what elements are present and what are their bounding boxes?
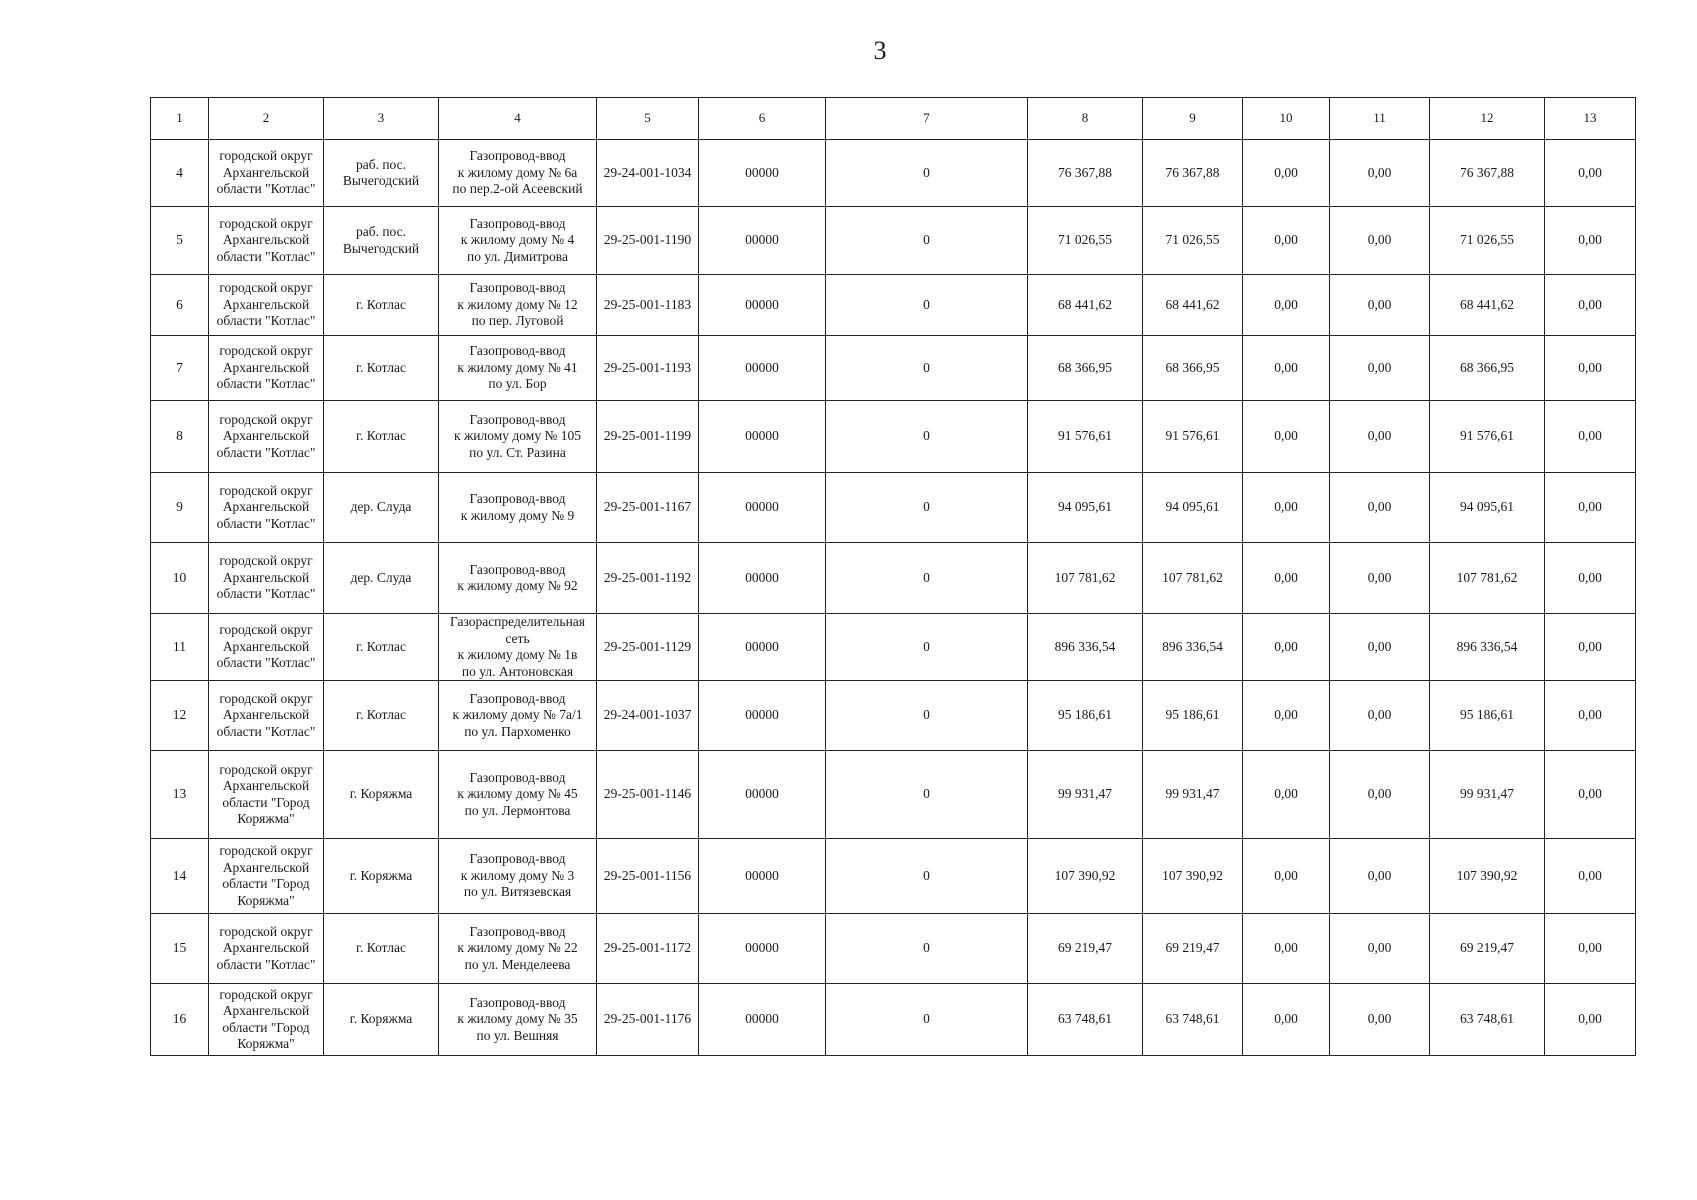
- column-9-cell: 107 781,62: [1143, 543, 1243, 614]
- column-11-cell: 0,00: [1330, 473, 1430, 543]
- column-10-cell: 0,00: [1243, 614, 1330, 681]
- column-13-cell: 0,00: [1545, 914, 1636, 984]
- locality-cell-line: Вычегодский: [342, 240, 420, 256]
- column-13-cell: 0,00: [1545, 984, 1636, 1056]
- table-row: [151, 681, 1636, 751]
- object-name-cell-line: по ул. Менделеева: [464, 956, 571, 972]
- column-header: 13: [1545, 98, 1636, 140]
- owner-cell-line: области "Котлас": [216, 313, 316, 329]
- object-name-cell-line: Газопровод-ввод: [469, 411, 566, 427]
- column-8-cell: 68 366,95: [1028, 336, 1143, 401]
- column-12-cell: 896 336,54: [1430, 614, 1545, 681]
- owner-cell-line: области "Котлас": [216, 444, 316, 460]
- cadastral-code-cell: 29-24-001-1034: [597, 140, 699, 207]
- row-number-cell: 16: [151, 984, 209, 1056]
- column-6-cell: 00000: [699, 681, 826, 751]
- column-header: 2: [209, 98, 324, 140]
- column-7-cell: 0: [826, 839, 1028, 914]
- column-6-cell: 00000: [699, 473, 826, 543]
- owner-cell-line: Архангельской: [222, 638, 310, 654]
- column-9-cell: 99 931,47: [1143, 751, 1243, 839]
- owner-cell: [209, 207, 324, 275]
- object-name-cell-line: к жилому дому № 1в: [457, 647, 578, 662]
- row-number-cell: 9: [151, 473, 209, 543]
- owner-cell-line: Архангельской: [222, 428, 310, 444]
- column-12-cell: 68 366,95: [1430, 336, 1545, 401]
- table-row: [151, 543, 1636, 614]
- column-7-cell: 0: [826, 336, 1028, 401]
- owner-cell: [209, 401, 324, 473]
- locality-cell: [324, 984, 439, 1056]
- object-name-cell-line: Газопровод-ввод: [469, 769, 566, 785]
- column-13-cell: 0,00: [1545, 839, 1636, 914]
- column-12-cell: 94 095,61: [1430, 473, 1545, 543]
- table-row: [151, 984, 1636, 1056]
- object-name-cell-line: к жилому дому № 3: [460, 867, 575, 883]
- locality-cell-line: раб. пос.: [355, 156, 407, 172]
- table-body: [151, 140, 1636, 1056]
- column-6-cell: 00000: [699, 275, 826, 336]
- owner-cell-line: городской округ: [219, 843, 313, 858]
- row-number-cell: 10: [151, 543, 209, 614]
- locality-cell: [324, 839, 439, 914]
- owner-cell-line: городской округ: [219, 923, 313, 939]
- column-7-cell: 0: [826, 401, 1028, 473]
- table-row: [151, 275, 1636, 336]
- column-13-cell: 0,00: [1545, 336, 1636, 401]
- object-name-cell-line: по ул. Ст. Разина: [469, 444, 566, 460]
- locality-cell-line: г. Котлас: [356, 638, 406, 654]
- row-number-cell: 4: [151, 140, 209, 207]
- object-name-cell-line: Газопровод-ввод: [469, 561, 566, 577]
- column-6-cell: 00000: [699, 839, 826, 914]
- column-13-cell: 0,00: [1545, 473, 1636, 543]
- cadastral-code-cell: 29-25-001-1199: [597, 401, 699, 473]
- object-name-cell-line: к жилому дому № 12: [457, 296, 578, 312]
- cadastral-code-cell: 29-25-001-1167: [597, 473, 699, 543]
- table-row: [151, 473, 1636, 543]
- owner-cell-line: области "Котлас": [216, 586, 316, 602]
- locality-cell: [324, 207, 439, 275]
- owner-cell-line: городской округ: [219, 280, 313, 296]
- column-9-cell: 71 026,55: [1143, 207, 1243, 275]
- owner-cell-line: Коряжма": [237, 1036, 295, 1051]
- column-10-cell: 0,00: [1243, 839, 1330, 914]
- object-name-cell-line: по ул. Антоновская: [461, 663, 574, 679]
- column-header: 10: [1243, 98, 1330, 140]
- column-10-cell: 0,00: [1243, 473, 1330, 543]
- column-8-cell: 63 748,61: [1028, 984, 1143, 1056]
- locality-cell-line: г. Коряжма: [349, 786, 413, 802]
- column-6-cell: 00000: [699, 140, 826, 207]
- table-row: [151, 914, 1636, 984]
- owner-cell: [209, 984, 324, 1056]
- object-name-cell-line: Газопровод-ввод: [469, 994, 566, 1010]
- column-13-cell: 0,00: [1545, 207, 1636, 275]
- column-10-cell: 0,00: [1243, 914, 1330, 984]
- page-number: 3: [873, 36, 887, 65]
- locality-cell: [324, 140, 439, 207]
- owner-cell-line: городской округ: [219, 148, 313, 164]
- owner-cell-line: городской округ: [219, 411, 313, 427]
- row-number-cell: 5: [151, 207, 209, 275]
- owner-cell-line: области "Котлас": [216, 376, 316, 392]
- object-name-cell: [439, 751, 597, 839]
- column-6-cell: 00000: [699, 751, 826, 839]
- locality-cell: [324, 336, 439, 401]
- owner-cell-line: области "Котлас": [216, 515, 316, 531]
- object-name-cell-line: Газопровод-ввод: [469, 215, 566, 231]
- owner-cell: [209, 336, 324, 401]
- object-name-cell-line: к жилому дому № 41: [457, 359, 578, 375]
- column-12-cell: 107 781,62: [1430, 543, 1545, 614]
- object-name-cell-line: Газопровод-ввод: [469, 851, 566, 867]
- cadastral-code-cell: 29-25-001-1146: [597, 751, 699, 839]
- object-name-cell: [439, 336, 597, 401]
- owner-cell-line: Коряжма": [237, 811, 295, 826]
- column-7-cell: 0: [826, 751, 1028, 839]
- object-name-cell-line: по ул. Димитрова: [467, 248, 568, 264]
- owner-cell-line: Архангельской: [222, 232, 310, 248]
- column-11-cell: 0,00: [1330, 984, 1430, 1056]
- owner-cell-line: Архангельской: [222, 164, 310, 180]
- owner-cell-line: городской округ: [219, 482, 313, 498]
- column-header: 8: [1028, 98, 1143, 140]
- object-name-cell: [439, 473, 597, 543]
- cadastral-code-cell: 29-24-001-1037: [597, 681, 699, 751]
- column-6-cell: 00000: [699, 614, 826, 681]
- column-13-cell: 0,00: [1545, 751, 1636, 839]
- column-8-cell: 94 095,61: [1028, 473, 1143, 543]
- object-name-cell: [439, 401, 597, 473]
- table-row: [151, 839, 1636, 914]
- column-12-cell: 63 748,61: [1430, 984, 1545, 1056]
- column-7-cell: 0: [826, 140, 1028, 207]
- object-name-cell: [439, 984, 597, 1056]
- owner-cell-line: городской округ: [219, 690, 313, 706]
- object-name-cell-line: по ул. Пархоменко: [464, 723, 571, 739]
- column-11-cell: 0,00: [1330, 401, 1430, 473]
- cadastral-code-cell: 29-25-001-1193: [597, 336, 699, 401]
- object-name-cell-line: к жилому дому № 45: [457, 786, 578, 802]
- column-10-cell: 0,00: [1243, 543, 1330, 614]
- column-header: 6: [699, 98, 826, 140]
- object-name-cell-line: к жилому дому № 4: [460, 232, 575, 248]
- owner-cell-line: области "Котлас": [216, 248, 316, 264]
- owner-cell-line: области "Город: [222, 794, 310, 810]
- object-name-cell-line: к жилому дому № 105: [454, 428, 581, 444]
- column-6-cell: 00000: [699, 984, 826, 1056]
- cadastral-code-cell: 29-25-001-1190: [597, 207, 699, 275]
- column-12-cell: 91 576,61: [1430, 401, 1545, 473]
- column-11-cell: 0,00: [1330, 275, 1430, 336]
- column-header: 3: [324, 98, 439, 140]
- column-9-cell: 69 219,47: [1143, 914, 1243, 984]
- owner-cell: [209, 140, 324, 207]
- locality-cell-line: г. Котлас: [356, 359, 406, 375]
- locality-cell-line: дер. Слуда: [350, 569, 412, 585]
- object-name-cell-line: Газопровод-ввод: [469, 690, 566, 706]
- column-13-cell: 0,00: [1545, 275, 1636, 336]
- object-name-cell: [439, 681, 597, 751]
- owner-cell-line: городской округ: [219, 553, 313, 569]
- column-7-cell: 0: [826, 275, 1028, 336]
- object-name-cell: [439, 839, 597, 914]
- column-9-cell: 68 366,95: [1143, 336, 1243, 401]
- owner-cell: [209, 614, 324, 681]
- column-8-cell: 107 390,92: [1028, 839, 1143, 914]
- table-row: [151, 140, 1636, 207]
- locality-cell: [324, 751, 439, 839]
- column-10-cell: 0,00: [1243, 681, 1330, 751]
- table-row: [151, 207, 1636, 275]
- row-number-cell: 13: [151, 751, 209, 839]
- owner-cell-line: Архангельской: [222, 940, 310, 956]
- column-header: 9: [1143, 98, 1243, 140]
- object-name-cell: [439, 275, 597, 336]
- object-name-cell-line: к жилому дому № 6а: [457, 164, 578, 180]
- column-9-cell: 94 095,61: [1143, 473, 1243, 543]
- row-number-cell: 8: [151, 401, 209, 473]
- column-7-cell: 0: [826, 681, 1028, 751]
- owner-cell-line: Архангельской: [222, 1003, 310, 1018]
- table-row: [151, 614, 1636, 681]
- column-11-cell: 0,00: [1330, 681, 1430, 751]
- owner-cell-line: Архангельской: [222, 296, 310, 312]
- owner-cell: [209, 473, 324, 543]
- column-13-cell: 0,00: [1545, 543, 1636, 614]
- locality-cell: [324, 401, 439, 473]
- column-6-cell: 00000: [699, 336, 826, 401]
- column-8-cell: 91 576,61: [1028, 401, 1143, 473]
- column-9-cell: 95 186,61: [1143, 681, 1243, 751]
- owner-cell-line: Архангельской: [222, 778, 310, 793]
- object-name-cell-line: к жилому дому № 35: [457, 1011, 578, 1027]
- locality-cell-line: г. Котлас: [356, 428, 406, 444]
- locality-cell-line: г. Котлас: [356, 296, 406, 312]
- locality-cell-line: дер. Слуда: [350, 499, 412, 515]
- owner-cell-line: городской округ: [219, 622, 313, 638]
- column-11-cell: 0,00: [1330, 543, 1430, 614]
- object-name-cell: [439, 614, 597, 681]
- column-8-cell: 76 367,88: [1028, 140, 1143, 207]
- column-13-cell: 0,00: [1545, 681, 1636, 751]
- owner-cell-line: области "Котлас": [216, 181, 316, 197]
- cadastral-code-cell: 29-25-001-1176: [597, 984, 699, 1056]
- cadastral-code-cell: 29-25-001-1192: [597, 543, 699, 614]
- object-name-cell-line: к жилому дому № 22: [457, 940, 578, 956]
- column-header: 5: [597, 98, 699, 140]
- column-12-cell: 99 931,47: [1430, 751, 1545, 839]
- owner-cell-line: области "Котлас": [216, 956, 316, 972]
- column-7-cell: 0: [826, 914, 1028, 984]
- object-name-cell: [439, 914, 597, 984]
- object-name-cell-line: сеть: [505, 630, 530, 646]
- column-12-cell: 76 367,88: [1430, 140, 1545, 207]
- locality-cell-line: г. Коряжма: [349, 867, 413, 883]
- object-name-cell-line: Газопровод-ввод: [469, 343, 566, 359]
- column-8-cell: 69 219,47: [1028, 914, 1143, 984]
- column-9-cell: 68 441,62: [1143, 275, 1243, 336]
- column-11-cell: 0,00: [1330, 336, 1430, 401]
- column-6-cell: 00000: [699, 401, 826, 473]
- column-12-cell: 95 186,61: [1430, 681, 1545, 751]
- locality-cell: [324, 473, 439, 543]
- column-10-cell: 0,00: [1243, 984, 1330, 1056]
- owner-cell-line: городской округ: [219, 215, 313, 231]
- column-10-cell: 0,00: [1243, 140, 1330, 207]
- owner-cell-line: Архангельской: [222, 707, 310, 723]
- column-6-cell: 00000: [699, 914, 826, 984]
- owner-cell-line: городской округ: [219, 761, 313, 777]
- object-name-cell-line: Газопровод-ввод: [469, 923, 566, 939]
- column-7-cell: 0: [826, 543, 1028, 614]
- owner-cell-line: области "Котлас": [216, 723, 316, 739]
- table-row: [151, 336, 1636, 401]
- column-12-cell: 68 441,62: [1430, 275, 1545, 336]
- locality-cell-line: г. Котлас: [356, 707, 406, 723]
- owner-cell-line: Архангельской: [222, 859, 310, 875]
- cadastral-code-cell: 29-25-001-1156: [597, 839, 699, 914]
- owner-cell: [209, 914, 324, 984]
- object-name-cell-line: к жилому дому № 92: [457, 578, 578, 593]
- owner-cell-line: Архангельской: [222, 359, 310, 375]
- locality-cell: [324, 681, 439, 751]
- column-header: 11: [1330, 98, 1430, 140]
- column-10-cell: 0,00: [1243, 336, 1330, 401]
- object-name-cell-line: по ул. Витязевская: [463, 884, 572, 900]
- object-name-cell-line: Газораспределительная: [449, 614, 586, 629]
- column-8-cell: 107 781,62: [1028, 543, 1143, 614]
- column-8-cell: 95 186,61: [1028, 681, 1143, 751]
- column-11-cell: 0,00: [1330, 751, 1430, 839]
- owner-cell-line: области "Город: [222, 1019, 310, 1035]
- object-name-cell-line: по пер.2-ой Асеевский: [452, 181, 583, 197]
- column-9-cell: 63 748,61: [1143, 984, 1243, 1056]
- column-8-cell: 99 931,47: [1028, 751, 1143, 839]
- owner-cell-line: городской округ: [219, 343, 313, 359]
- column-11-cell: 0,00: [1330, 207, 1430, 275]
- column-12-cell: 69 219,47: [1430, 914, 1545, 984]
- locality-cell-line: Вычегодский: [342, 173, 420, 188]
- row-number-cell: 12: [151, 681, 209, 751]
- table-row: [151, 401, 1636, 473]
- object-name-cell: [439, 140, 597, 207]
- column-12-cell: 107 390,92: [1430, 839, 1545, 914]
- column-7-cell: 0: [826, 207, 1028, 275]
- column-10-cell: 0,00: [1243, 401, 1330, 473]
- column-9-cell: 91 576,61: [1143, 401, 1243, 473]
- locality-cell: [324, 543, 439, 614]
- owner-cell: [209, 543, 324, 614]
- column-10-cell: 0,00: [1243, 751, 1330, 839]
- owner-cell-line: области "Город: [222, 876, 310, 891]
- owner-cell: [209, 839, 324, 914]
- column-7-cell: 0: [826, 614, 1028, 681]
- owner-cell-line: области "Котлас": [216, 655, 316, 671]
- column-8-cell: 68 441,62: [1028, 275, 1143, 336]
- column-11-cell: 0,00: [1330, 839, 1430, 914]
- column-7-cell: 0: [826, 984, 1028, 1056]
- column-8-cell: 896 336,54: [1028, 614, 1143, 681]
- object-name-cell: [439, 207, 597, 275]
- object-name-cell-line: по ул. Вешняя: [476, 1027, 559, 1043]
- column-10-cell: 0,00: [1243, 275, 1330, 336]
- cadastral-code-cell: 29-25-001-1183: [597, 275, 699, 336]
- register-table: [150, 97, 1636, 1056]
- owner-cell-line: Коряжма": [237, 892, 295, 908]
- column-11-cell: 0,00: [1330, 914, 1430, 984]
- cadastral-code-cell: 29-25-001-1129: [597, 614, 699, 681]
- table-header-row: [151, 98, 1636, 140]
- column-header: 4: [439, 98, 597, 140]
- column-13-cell: 0,00: [1545, 140, 1636, 207]
- column-6-cell: 00000: [699, 543, 826, 614]
- locality-cell: [324, 275, 439, 336]
- column-8-cell: 71 026,55: [1028, 207, 1143, 275]
- object-name-cell-line: по ул. Лермонтова: [464, 802, 571, 818]
- row-number-cell: 14: [151, 839, 209, 914]
- cadastral-code-cell: 29-25-001-1172: [597, 914, 699, 984]
- owner-cell: [209, 275, 324, 336]
- owner-cell-line: Архангельской: [222, 569, 310, 585]
- table-row: [151, 751, 1636, 839]
- column-11-cell: 0,00: [1330, 140, 1430, 207]
- row-number-cell: 6: [151, 275, 209, 336]
- object-name-cell-line: к жилому дому № 7а/1: [452, 707, 583, 723]
- owner-cell-line: городской округ: [219, 986, 313, 1002]
- object-name-cell-line: по ул. Бор: [488, 376, 547, 392]
- column-13-cell: 0,00: [1545, 614, 1636, 681]
- column-header: 1: [151, 98, 209, 140]
- row-number-cell: 7: [151, 336, 209, 401]
- column-header: 12: [1430, 98, 1545, 140]
- column-7-cell: 0: [826, 473, 1028, 543]
- column-12-cell: 71 026,55: [1430, 207, 1545, 275]
- object-name-cell: [439, 543, 597, 614]
- object-name-cell-line: Газопровод-ввод: [469, 280, 566, 296]
- owner-cell: [209, 751, 324, 839]
- locality-cell-line: г. Коряжма: [349, 1011, 413, 1027]
- row-number-cell: 11: [151, 614, 209, 681]
- object-name-cell-line: Газопровод-ввод: [469, 148, 566, 164]
- column-9-cell: 896 336,54: [1143, 614, 1243, 681]
- object-name-cell-line: Газопровод-ввод: [469, 491, 566, 506]
- locality-cell: [324, 914, 439, 984]
- locality-cell: [324, 614, 439, 681]
- column-9-cell: 107 390,92: [1143, 839, 1243, 914]
- column-13-cell: 0,00: [1545, 401, 1636, 473]
- row-number-cell: 15: [151, 914, 209, 984]
- column-11-cell: 0,00: [1330, 614, 1430, 681]
- column-header: 7: [826, 98, 1028, 140]
- column-10-cell: 0,00: [1243, 207, 1330, 275]
- locality-cell-line: раб. пос.: [355, 224, 407, 239]
- object-name-cell-line: по пер. Луговой: [471, 313, 564, 329]
- owner-cell-line: Архангельской: [222, 499, 310, 515]
- object-name-cell-line: к жилому дому № 9: [460, 507, 575, 523]
- column-9-cell: 76 367,88: [1143, 140, 1243, 207]
- locality-cell-line: г. Котлас: [356, 940, 406, 956]
- column-6-cell: 00000: [699, 207, 826, 275]
- owner-cell: [209, 681, 324, 751]
